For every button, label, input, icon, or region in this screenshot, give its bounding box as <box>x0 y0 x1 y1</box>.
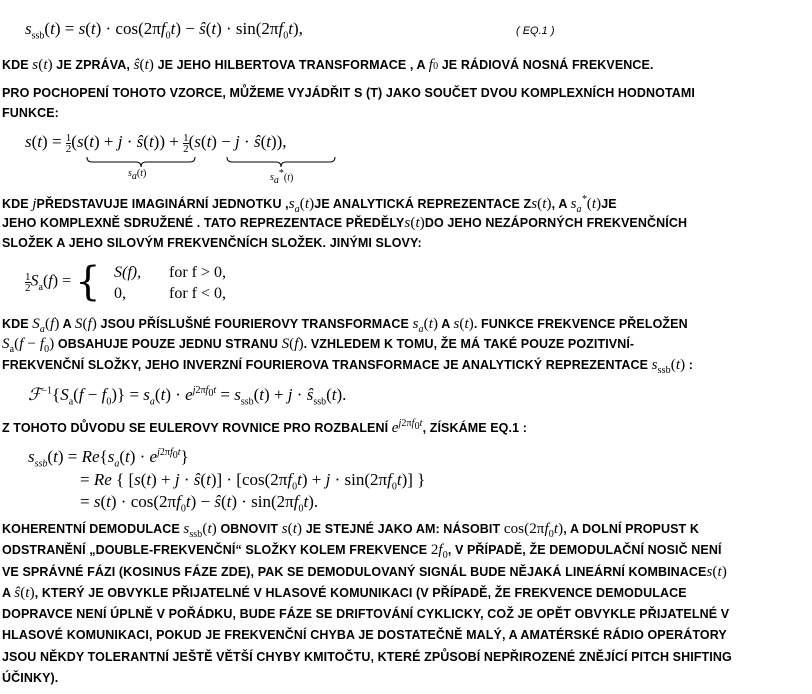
paragraph-6-line-3: VE SPRÁVNÉ FÁZI (KOSINUS FÁZE ZDE), PAK SE DEMODULOVANÝ SIGNÁL BUDE NĚJAKÁ LINEÁRNÍ KOMBINACEs(t) <box>2 564 727 580</box>
equation-1: $s_{ssb}(t) = s(t) \cdot \cos(2\pi f_0t)$ − ŝ(t) · $\sin(2\pi f_0t)$, <box>25 19 303 42</box>
cases-row-1: S(f), <box>114 264 142 281</box>
paragraph-4-line-2: $S_a(f - f_0)$ OBSAHUJE POUZE JEDNU STRANU S(f). VZHLEDEM K TOMU, ŽE MÁ TAKÉ POUZE POZITIVNÍ- <box>2 336 635 355</box>
paragraph-6-line-4: A ŝ(t), KTERÝ JE OBVYKLE PŘIJATELNÉ V HLASOVÉ KOMUNIKACI (V PŘÍPADĚ, ŽE FREKVENCE DEMODULACE <box>2 585 687 601</box>
underbrace-1 <box>86 156 196 168</box>
equation-euler-line-1: $s_{ssb}(t) = Re\{s_a(t) \cdot e^{j2\pi f_0t}\}$ <box>28 447 189 470</box>
paragraph-4-line-1: KDE $S_a(f)$ A S(f) JSOU PŘÍSLUŠNÉ FOURIEROVY TRANSFORMACE $s_a(t)$ A s(t). FUNKCE FREKVENCE PŘELOŽEN <box>2 316 688 335</box>
underbrace-2-label: $s_a^*(t)$ <box>270 168 294 187</box>
equation-euler-line-2: = Re { [s(t) + j · ŝ(t)] · $[\cos(2\pi f_0t) + j \cdot \sin(2\pi f_0t)]$ } <box>80 470 426 493</box>
paragraph-6-line-2: ODSTRANĚNÍ „DOUBLE-FREKVENČNÍ“ SLOŽKY KOLEM FREKVENCE $2f_0$, V PŘÍPADĚ, ŽE DEMODULAČNÍ NOSIČ NENÍ <box>2 542 722 561</box>
paragraph-4-line-3: FREKVENČNÍ SLOŽKY, JEHO INVERZNÍ FOURIEROVA TRANSFORMACE JE ANALYTICKÝ REPREZENTACE $s_{ssb}(t)$ : <box>2 357 694 376</box>
equation-cases: $\frac{1}{2}$ $S_a(f)$ = { <box>25 259 101 305</box>
paragraph-6-line-7: JSOU NĚKDY TOLERANTNÍ JEŠTĚ VĚTŠÍ CHYBY KMITOČTU, KTERÉ ZPŮSOBÍ NEPŘIROZENÉ ZNĚJÍCÍ PITCH SHIFTING <box>2 650 732 664</box>
cases-row-1-cond: for f > 0, <box>169 264 227 281</box>
paragraph-3-line-2: JEHO KOMPLEXNĚ SDRUŽENÉ . TATO REPREZENTACE PŘEDĚLYs(t)DO JEHO NEZÁPORNÝCH FREKVENČNÍCH <box>2 215 688 231</box>
paragraph-2-line-1: PRO POCHOPENÍ TOHOTO VZORCE, MŮŽEME VYJÁDŘIT S (T) JAKO SOUČET DVOU KOMPLEXNÍCH HODNOTAMI <box>2 86 695 100</box>
cases-row-2: 0, <box>114 285 126 302</box>
cases-row-2-cond: for f < 0, <box>169 285 227 302</box>
equation-decomposition: s(t) = $\frac{1}{2}$ (s(t) + j · ŝ(t)) + $\frac{1}{2}$ (s(t) − j · ŝ(t)), <box>25 131 287 155</box>
paragraph-3-line-1: KDE jPŘEDSTAVUJE IMAGINÁRNÍ JEDNOTKU $,s_a(t)JE$ ANALYTICKÁ REPREZENTACE Zs(t), A $s_a^*(t)JE$ <box>2 194 617 215</box>
paragraph-6-line-1: KOHERENTNÍ DEMODULACE $s_{ssb}(t)$ OBNOVIT s(t) JE STEJNÉ JAKO AM: NÁSOBIT $\cos(2\pi f_0t)$, A DOLNÍ PROPUST K <box>2 521 699 540</box>
paragraph-6-line-8: ÚČINKY). <box>2 671 59 685</box>
paragraph-6-line-6: HLASOVÉ KOMUNIKACI, POKUD JE FREKVENČNÍ CHYBA JE DOSTATEČNĚ MALÝ, A AMATÉRSKÉ RÁDIO OPERÁTORY <box>2 628 727 642</box>
paragraph-5: Z TOHOTO DŮVODU SE EULEROVY ROVNICE PRO ROZBALENÍ $e^{j2\pi f_0t}$, ZÍSKÁME EQ.1 : <box>2 418 527 436</box>
paragraph-6-line-5: DOPRAVCE NENÍ ÚPLNĚ V POŘÁDKU, BUDE FÁZE SE DRIFTOVÁNÍ CYKLICKY, COŽ JE OPĚT OBVYKLE PŘIJATELNÉ V <box>2 607 730 621</box>
underbrace-1-label: $s_a(t)$ <box>128 168 147 182</box>
paragraph-2-line-2: FUNKCE: <box>2 106 59 120</box>
paragraph-3-line-3: SLOŽEK A JEHO SILOVÝM FREKVENČNÍCH SLOŽEK. JINÝMI SLOVY: <box>2 236 422 250</box>
paragraph-1: KDE s(t) JE ZPRÁVA, ŝ(t) JE JEHO HILBERTOVA TRANSFORMACE , A f0 JE RÁDIOVÁ NOSNÁ FREKVENCE. <box>2 57 654 73</box>
equation-1-label: ( EQ.1 ) <box>516 25 555 37</box>
equation-euler-line-3: = $s(t) \cdot \cos(2\pi f_0t)$ − ŝ(t) · $\sin(2\pi f_0t)$. <box>80 492 319 515</box>
underbrace-2 <box>226 156 336 168</box>
equation-inverse-fourier: $ℱ^{-1}\{S_a(f - f_0)\} = s_a(t) \cdot e^{j2\pi f_0t} = s_{ssb}(t) + j$ · $ŝ_{ssb}(t)$. <box>28 385 347 408</box>
